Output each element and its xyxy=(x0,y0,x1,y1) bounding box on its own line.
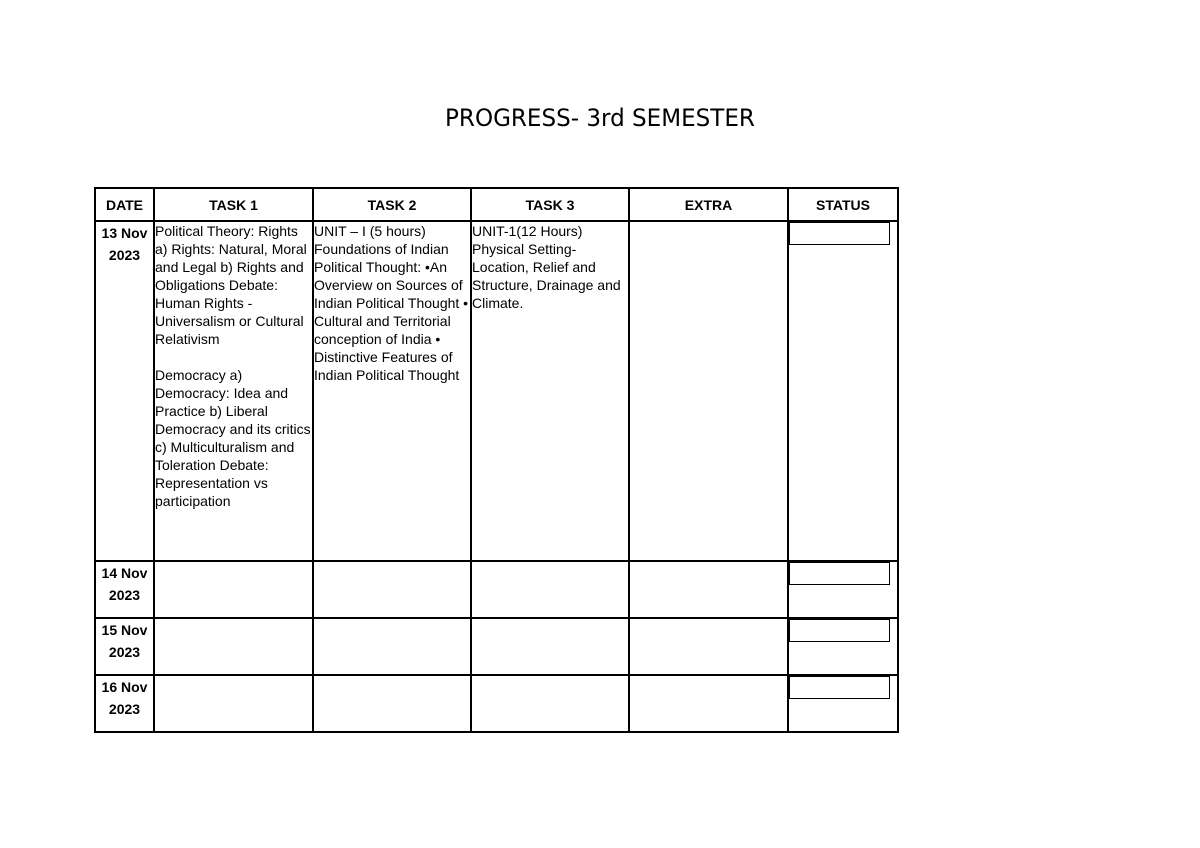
header-date: DATE xyxy=(95,188,154,221)
status-checkbox[interactable] xyxy=(789,619,890,642)
extra-cell[interactable] xyxy=(629,221,788,561)
extra-cell[interactable] xyxy=(629,561,788,618)
table-row xyxy=(95,675,898,732)
date-text: 15 Nov 2023 xyxy=(101,622,148,660)
status-cell xyxy=(788,221,898,561)
task3-cell[interactable] xyxy=(471,221,629,561)
task1-cell[interactable] xyxy=(154,618,313,675)
page-title: PROGRESS- 3rd SEMESTER xyxy=(445,104,755,132)
task3-cell[interactable] xyxy=(471,675,629,732)
table-row xyxy=(95,221,898,561)
header-task2: TASK 2 xyxy=(313,188,471,221)
date-text: 13 Nov 2023 xyxy=(101,225,148,263)
task1-cell[interactable] xyxy=(154,221,313,561)
table-row xyxy=(95,618,898,675)
header-task3: TASK 3 xyxy=(471,188,629,221)
task3-text: UNIT-1(12 Hours) Physical Setting-Location, Relief and Structure, Drainage and Climate. xyxy=(472,223,621,311)
task2-cell[interactable] xyxy=(313,618,471,675)
status-checkbox[interactable] xyxy=(789,676,890,699)
header-status: STATUS xyxy=(788,188,898,221)
status-cell xyxy=(788,675,898,732)
date-cell xyxy=(95,618,154,675)
status-cell xyxy=(788,561,898,618)
date-cell xyxy=(95,675,154,732)
table-header-row xyxy=(95,188,898,221)
date-text: 14 Nov 2023 xyxy=(101,565,148,603)
task1-cell[interactable] xyxy=(154,561,313,618)
table-row xyxy=(95,561,898,618)
date-text: 16 Nov 2023 xyxy=(101,679,148,717)
date-cell xyxy=(95,561,154,618)
status-checkbox[interactable] xyxy=(789,222,890,245)
status-checkbox[interactable] xyxy=(789,562,890,585)
task2-text: UNIT – I (5 hours) Foundations of Indian Political Thought: •An Overview on Sources of Indian Political Thought • Cultural and Territorial conception of India • Distinctive Features of Indian Political Thought xyxy=(314,223,469,383)
task1-text: Political Theory: Rights a) Rights: Natural, Moral and Legal b) Rights and Obligations Debate: Human Rights - Universalism or Cultural Relativism Democracy a) Democracy: Idea and Practice b) Liberal Democracy and its critics c) Multiculturalism and Toleration Debate: Representation vs participation xyxy=(155,223,311,509)
task2-cell[interactable] xyxy=(313,675,471,732)
status-cell xyxy=(788,618,898,675)
task2-cell[interactable] xyxy=(313,561,471,618)
task1-cell[interactable] xyxy=(154,675,313,732)
progress-table xyxy=(94,187,899,733)
extra-cell[interactable] xyxy=(629,675,788,732)
header-extra: EXTRA xyxy=(629,188,788,221)
header-task1: TASK 1 xyxy=(154,188,313,221)
task3-cell[interactable] xyxy=(471,561,629,618)
extra-cell[interactable] xyxy=(629,618,788,675)
task2-cell[interactable] xyxy=(313,221,471,561)
date-cell xyxy=(95,221,154,561)
task3-cell[interactable] xyxy=(471,618,629,675)
